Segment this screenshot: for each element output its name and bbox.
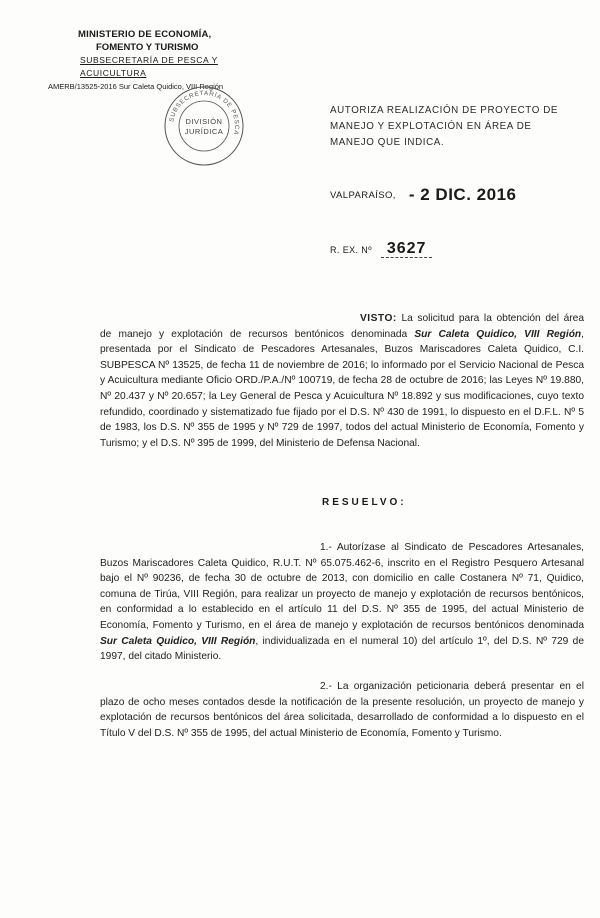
ministry-name: MINISTERIO DE ECONOMÍA,: [78, 29, 212, 40]
visto-text-1: La solicitud para la obtención del área de manejo y explotación de recursos bentónicos denominada: [100, 313, 584, 340]
division-juridica-stamp: [162, 84, 246, 168]
visto-lead: VISTO:: [360, 313, 397, 324]
ministry-name-cont: FOMENTO Y TURISMO: [96, 42, 199, 53]
rex-number: 3627: [381, 240, 433, 258]
stamp-ring-text: SUBSECRETARÍA DE PESCA: [168, 89, 241, 136]
item1-text-2: , individualizada en el numeral 10) del artículo 1º, del D.S. Nº 729 de 1997, del citado Ministerio.: [100, 635, 584, 663]
stamp-line-1: DIVISIÓN: [185, 117, 223, 126]
place: VALPARAÍSO,: [330, 190, 396, 201]
resolution-subject: AUTORIZA REALIZACIÓN DE PROYECTO DE MANEJO Y EXPLOTACIÓN EN ÁREA DE MANEJO QUE INDICA.: [330, 105, 559, 148]
rex-label: R. EX. Nº: [330, 245, 372, 255]
date-stamp: - 2 DIC. 2016: [408, 185, 517, 204]
item1-area-name: Sur Caleta Quidico, VIII Región: [100, 635, 256, 647]
visto-text-2: , presentada por el Sindicato de Pescadores Artesanales, Buzos Mariscadores Caleta Quidico, C.I. SUBPESCA Nº 13525, de fecha 11 de noviembre de 2016; lo informado por el Servicio Nacional de Pesca y Acuicultura mediante Oficio ORD./P.A./Nº 100719, de fecha 28 de octubre de 2016; las Leyes Nº 19.880, Nº 20.437 y Nº 20.657; la Ley General de Pesca y Acuicultura Nº 18.892 y sus modificaciones, cuyo texto refundido, coordinado y sistematizado fue fijado por el D.S. Nº 430 de 1991, lo dispuesto en el D.F.L. Nº 5 de 1983, los D.S. Nº 355 de 1995 y Nº 729 de 1997, todos del actual Ministerio de Economía, Fomento y Turismo; y el D.S. Nº 395 de 1999, del Ministerio de Defensa Nacional.: [100, 328, 584, 449]
resolution-item-2: 2.- La organización peticionaria deberá presentar en el plazo de ocho meses contados desde la notificación de la presente resolución, un proyecto de manejo y explotación de recursos bentónicos del área solicitada, desarrollado de conformidad a lo dispuesto en el Título V del D.S. Nº 355 de 1995, del actual Ministerio de Economía, Fomento y Turismo.: [100, 681, 584, 739]
item1-text-1: 1.- Autorízase al Sindicato de Pescadores Artesanales, Buzos Mariscadores Caleta Quidico, R.U.T. Nº 65.075.462-6, inscrito en el Registro Pesquero Artesanal bajo el Nº 90236, de fecha 30 de octubre de 2013, con domicilio en calle Costanera Nº 71, Quidico, comuna de Tirúa, VIII Región, para realizar un proyecto de manejo y explotación de recursos bentónicos, en conformidad a lo establecido en el artículo 11 del D.S. Nº 355 de 1995, del actual Ministerio de Economía, Fomento y Turismo, en el área de manejo y explotación de recursos bentónicos denominada: [100, 542, 584, 631]
file-reference: AMERB/13525-2016 Sur Caleta Quidico, VIII Región: [48, 82, 224, 91]
resolution-number: [330, 240, 432, 258]
resolution-item-1: [100, 540, 584, 665]
visto-area-name: Sur Caleta Quidico, VIII Región: [414, 328, 582, 340]
visto-paragraph: [100, 311, 584, 451]
stamp-line-2: JURÍDICA: [184, 127, 224, 136]
subsecretaria-name: SUBSECRETARÍA DE PESCA Y ACUICULTURA: [80, 55, 218, 78]
place-date: [330, 183, 516, 203]
resuelvo-heading: RESUELVO:: [322, 497, 407, 508]
